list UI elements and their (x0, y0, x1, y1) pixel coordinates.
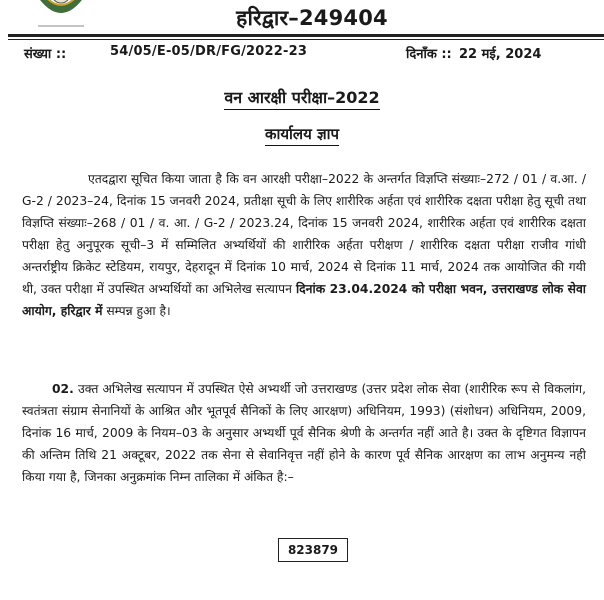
commission-address: हरिद्वार–249404 (236, 6, 388, 30)
roll-number-box: 823879 (278, 538, 348, 562)
header-rule-thin (8, 39, 604, 40)
paragraph-1-end: सम्पन्न हुआ है। (102, 304, 171, 318)
notice-subtitle (0, 124, 604, 144)
date-label: दिनाँक :: (406, 47, 452, 62)
notice-title (0, 86, 604, 108)
reference-number: 54/05/E-05/DR/FG/2022-23 (110, 44, 308, 59)
notice-subtitle-text: कार्यालय ज्ञाप (265, 125, 339, 146)
paragraph-2-text: उक्त अभिलेख सत्यापन में उपस्थित ऐसे अभ्यर्थी जो उत्तराखण्ड (उत्तर प्रदेश लोक सेवा (शारीरिक रूप से विकलांग, स्वतंत्रता संग्राम सेनानियों के आश्रित और भूतपूर्व सैनिकों के लिए आरक्षण) अधिनियम, 1993) (संशोधन) अधिनियम, 2009, दिनांक 16 मार्च, 2009 के नियम–03 के अनुसार अभ्यर्थी पूर्व सैनिक श्रेणी के अन्तर्गत नहीं आते है। उक्त के दृष्टिगत विज्ञापन की अन्तिम तिथि 21 अक्टूबर, 2022 तक सेना से सेवानिवृत्त नहीं होने के कारण पूर्व सैनिक आरक्षण का लाभ अनुमन्य नही किया गया है, जिनका अनुक्रमांक निम्न तालिका में अंकित है:– (22, 382, 586, 484)
paragraph-1 (22, 168, 586, 322)
reference-line (24, 44, 590, 66)
notice-title-text: वन आरक्षी परीक्षा–2022 (224, 88, 379, 110)
paragraph-1-text: एतदद्वारा सूचित किया जाता है कि वन आरक्षी परीक्षा–2022 के अन्तर्गत विज्ञप्ति संख्याः–272 / 01 / व.आ. / G-2 / 2023–24, दिनांक 15 जनवरी 2024, प्रतीक्षा सूची के लिए शारीरिक अर्हता एवं शारीरिक दक्षता परीक्षा हेतु सूची तथा विज्ञप्ति संख्याः–268 / 01 / व. आ. / G-2 / 2023.24, दिनांक 15 जनवरी 2024, शारीरिक अर्हता एवं शारीरिक दक्षता परीक्षा हेतु अनुपूरक सूची–3 में सम्मिलित अभ्यर्थियों की शारीरिक अर्हता परीक्षण / शारीरिक दक्षता परीक्षा राजीव गांधी अन्तर्राष्ट्रीय क्रिकेट स्टेडियम, रायपुर, देहरादून में दिनांक 10 मार्च, 2024 से दिनांक 11 मार्च, 2024 तक आयोजित की गयी थी, उक्त परीक्षा में उपस्थित अभ्यर्थियों का अभिलेख सत्यापन (22, 172, 586, 296)
reference-label: संख्या :: (24, 47, 67, 62)
paragraph-1-bold: दिनांक 23.04.2024 को परीक्षा भवन, उत्तराखण्ड लोक सेवा आयोग, हरिद्वार में (22, 282, 586, 318)
header-rule-thick (8, 34, 604, 37)
paragraph-2 (22, 378, 586, 488)
paragraph-2-number: 02. (52, 382, 74, 396)
date-value: 22 मई, 2024 (459, 47, 542, 62)
